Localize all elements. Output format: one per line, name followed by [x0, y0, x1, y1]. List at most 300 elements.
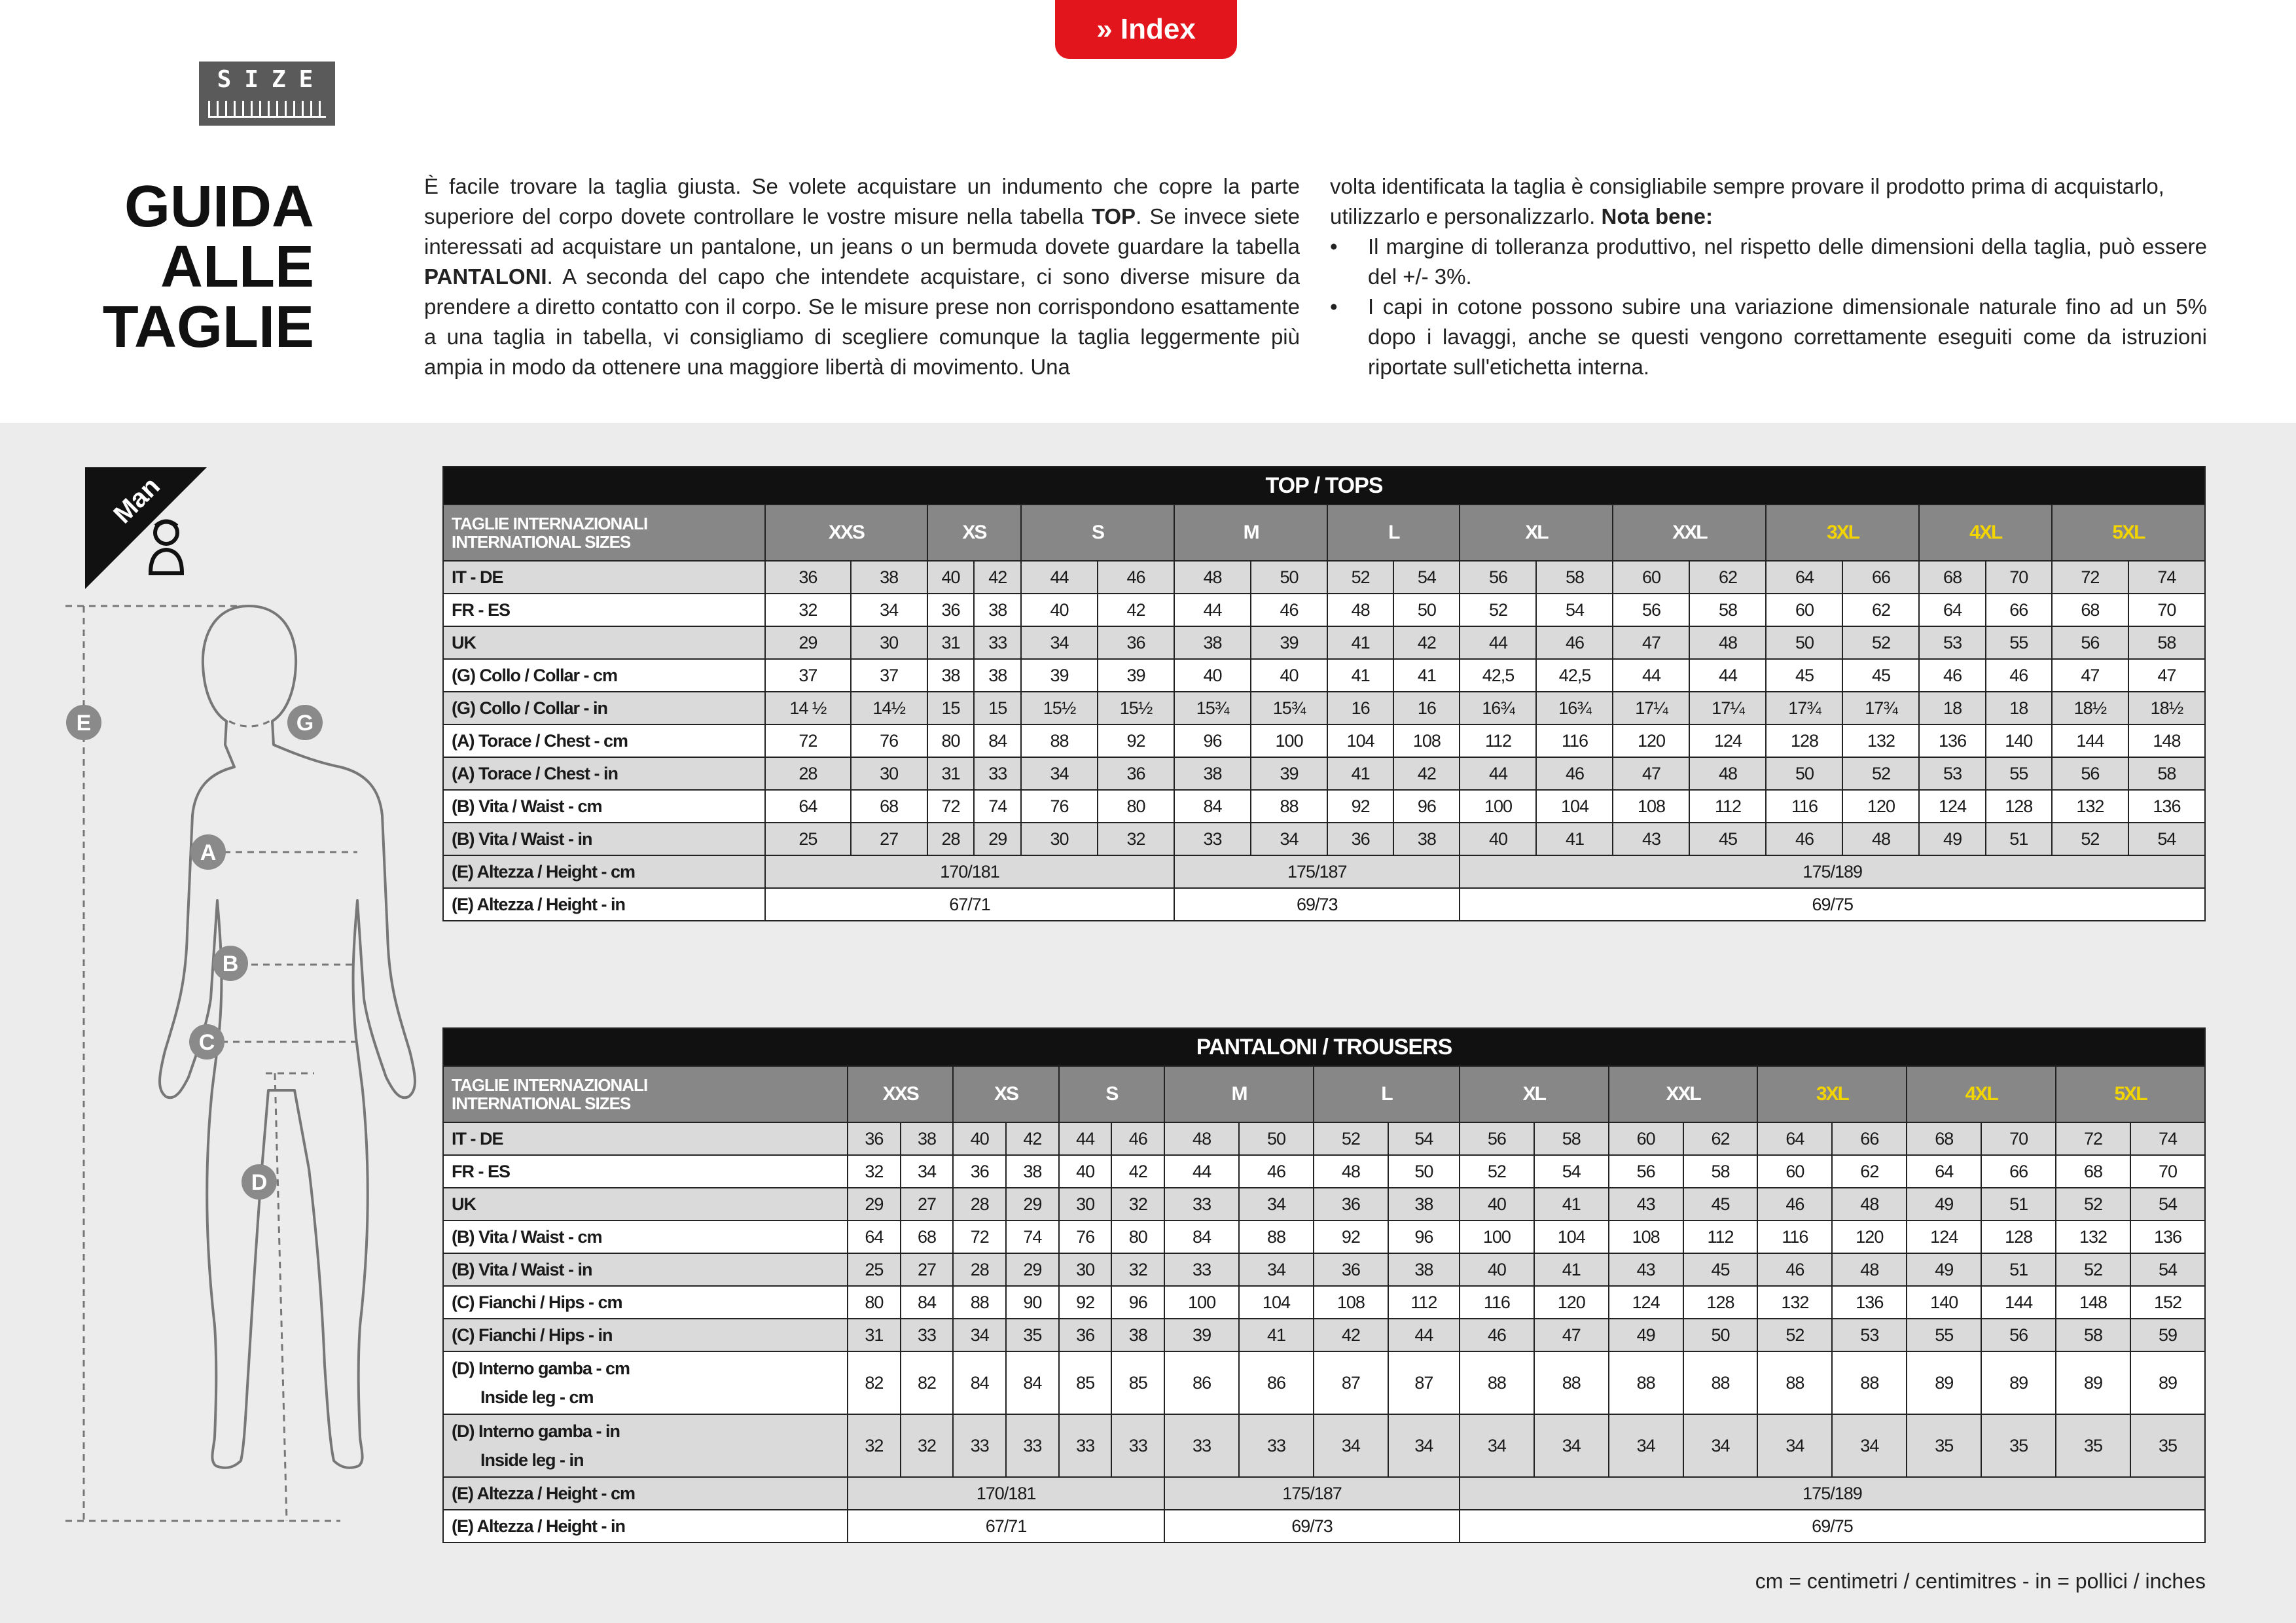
table-cell: 64 — [1757, 1122, 1832, 1155]
table-cell: 18 — [1986, 692, 2052, 724]
table-cell: 64 — [1766, 561, 1842, 594]
table-row — [443, 823, 2205, 855]
table-cell: 53 — [1919, 757, 1985, 790]
table-cell: 48 — [1832, 1188, 1907, 1221]
table-cell: 56 — [1981, 1319, 2056, 1351]
table-cell: 46 — [1757, 1188, 1832, 1221]
table-cell: 44 — [1174, 594, 1251, 626]
table-cell: 36 — [1098, 626, 1174, 659]
table-cell: 25 — [848, 1253, 901, 1286]
table-cell: 58 — [1683, 1155, 1758, 1188]
table-cell: 112 — [1683, 1221, 1758, 1253]
table-cell: 49 — [1907, 1253, 1981, 1286]
table-cell: 30 — [1059, 1253, 1112, 1286]
table-cell: 46 — [1098, 561, 1174, 594]
table-cell: 88 — [1832, 1351, 1907, 1414]
table-cell: 40 — [927, 561, 975, 594]
table-cell: 104 — [1534, 1221, 1609, 1253]
table-cell: 36 — [1314, 1253, 1388, 1286]
table-cell: 34 — [1314, 1414, 1388, 1477]
table-cell: 80 — [927, 724, 975, 757]
table-cell: 54 — [2130, 1188, 2205, 1221]
row-label: UK — [443, 626, 765, 659]
table-cell: 132 — [2056, 1221, 2130, 1253]
table-cell: 72 — [2056, 1122, 2130, 1155]
table-cell: 55 — [1907, 1319, 1981, 1351]
table-cell: 34 — [1757, 1414, 1832, 1477]
table-cell: 100 — [1164, 1286, 1239, 1319]
table-cell: 74 — [2130, 1122, 2205, 1155]
height-row — [443, 855, 2205, 888]
table-cell: 54 — [1393, 561, 1460, 594]
svg-text:E: E — [76, 711, 92, 736]
table-cell: 74 — [974, 790, 1021, 823]
size-header-xxl: XXL — [1613, 505, 1766, 561]
table-cell: 34 — [1239, 1188, 1314, 1221]
table-cell: 35 — [2056, 1414, 2130, 1477]
table-cell: 36 — [1059, 1319, 1112, 1351]
marker-e — [66, 705, 101, 740]
table-cell: 18½ — [2128, 692, 2205, 724]
table-cell: 120 — [1832, 1221, 1907, 1253]
row-label: (B) Vita / Waist - in — [443, 1253, 848, 1286]
table-cell: 44 — [1689, 659, 1766, 692]
table-cell: 48 — [1327, 594, 1393, 626]
table-cell: 41 — [1239, 1319, 1314, 1351]
table-cell: 48 — [1689, 757, 1766, 790]
table-cell: 84 — [1164, 1221, 1239, 1253]
table-cell: 49 — [1609, 1319, 1683, 1351]
table-cell: 15 — [974, 692, 1021, 724]
size-header-xxl: XXL — [1609, 1066, 1758, 1122]
table-cell: 148 — [2056, 1286, 2130, 1319]
table-cell: 55 — [1986, 757, 2052, 790]
table-cell: 66 — [1832, 1122, 1907, 1155]
table-cell: 42,5 — [1536, 659, 1613, 692]
table-cell: 144 — [2052, 724, 2128, 757]
table-cell: 33 — [1239, 1414, 1314, 1477]
table-cell: 30 — [851, 626, 927, 659]
table-cell: 17¼ — [1613, 692, 1689, 724]
table-cell: 85 — [1111, 1351, 1164, 1414]
table-row — [443, 594, 2205, 626]
table-cell: 124 — [1919, 790, 1985, 823]
marker-d — [242, 1164, 277, 1200]
table-cell: 37 — [851, 659, 927, 692]
table-cell: 52 — [2056, 1188, 2130, 1221]
table-cell: 33 — [1111, 1414, 1164, 1477]
table-cell: 116 — [1536, 724, 1613, 757]
intro-lead: volta identificata la taglia è consigliabile sempre provare il prodotto prima di acquistarlo, utilizzarlo e personalizzarlo. Nota bene: — [1330, 174, 2164, 228]
svg-text:C: C — [198, 1030, 215, 1055]
table-cell: 32 — [1111, 1253, 1164, 1286]
height-row — [443, 1477, 2205, 1510]
table-cell: 46 — [1460, 1319, 1534, 1351]
table-cell: 37 — [765, 659, 851, 692]
table-cell: 112 — [1388, 1286, 1460, 1319]
svg-text:G: G — [296, 711, 314, 736]
table-cell: 84 — [901, 1286, 954, 1319]
ruler-icon — [208, 101, 326, 118]
page-title — [85, 174, 314, 360]
table-cell: 42 — [1111, 1155, 1164, 1188]
table-cell: 52 — [1327, 561, 1393, 594]
table-cell: 120 — [1613, 724, 1689, 757]
table-cell: 124 — [1689, 724, 1766, 757]
row-label: UK — [443, 1188, 848, 1221]
svg-text:A: A — [200, 840, 217, 865]
table-cell: 96 — [1393, 790, 1460, 823]
table-cell: 30 — [1059, 1188, 1112, 1221]
table-cell: 62 — [1842, 594, 1919, 626]
table-cell: 53 — [1832, 1319, 1907, 1351]
table-cell: 43 — [1609, 1253, 1683, 1286]
table-cell: 36 — [927, 594, 975, 626]
table-cell: 87 — [1388, 1351, 1460, 1414]
table-cell: 88 — [953, 1286, 1006, 1319]
table-cell: 72 — [953, 1221, 1006, 1253]
table-row — [443, 1253, 2205, 1286]
table-cell: 70 — [1981, 1122, 2056, 1155]
row-label: (E) Altezza / Height - in — [443, 1510, 848, 1543]
row-label: (E) Altezza / Height - cm — [443, 1477, 848, 1510]
row-label: (D) Interno gamba - cm Inside leg - cm — [443, 1351, 848, 1414]
man-badge — [85, 467, 207, 589]
table-cell: 128 — [1683, 1286, 1758, 1319]
table-cell: 72 — [927, 790, 975, 823]
table-cell: 54 — [2128, 823, 2205, 855]
table-cell: 38 — [974, 659, 1021, 692]
table-cell: 33 — [974, 757, 1021, 790]
table-cell: 68 — [851, 790, 927, 823]
table-cell: 140 — [1907, 1286, 1981, 1319]
note-item: • I capi in cotone possono subire una variazione dimensionale naturale fino ad un 5% dopo i lavaggi, anche se questi vengono correttamente eseguiti come da istruzioni riportate sull'etichetta interna. — [1330, 292, 2207, 382]
row-label: IT - DE — [443, 561, 765, 594]
table-cell: 38 — [1388, 1253, 1460, 1286]
table-cell: 34 — [1388, 1414, 1460, 1477]
tops-table-title: TOP / TOPS — [443, 467, 2205, 505]
size-header-4xl: 4XL — [1907, 1066, 2056, 1122]
height-range-cell: 67/71 — [848, 1510, 1164, 1543]
table-row — [443, 1122, 2205, 1155]
table-row — [443, 1155, 2205, 1188]
table-cell: 17¾ — [1842, 692, 1919, 724]
table-cell: 34 — [1683, 1414, 1758, 1477]
table-cell: 120 — [1842, 790, 1919, 823]
table-cell: 46 — [1536, 757, 1613, 790]
table-cell: 46 — [1111, 1122, 1164, 1155]
table-cell: 41 — [1393, 659, 1460, 692]
table-cell: 38 — [1006, 1155, 1059, 1188]
table-cell: 40 — [953, 1122, 1006, 1155]
table-cell: 40 — [1174, 659, 1251, 692]
row-label: IT - DE — [443, 1122, 848, 1155]
table-cell: 88 — [1239, 1221, 1314, 1253]
table-cell: 54 — [1388, 1122, 1460, 1155]
table-cell: 48 — [1164, 1122, 1239, 1155]
table-cell: 43 — [1613, 823, 1689, 855]
table-cell: 33 — [1059, 1414, 1112, 1477]
size-logo-text: SIZE — [217, 66, 327, 93]
table-row — [443, 1351, 2205, 1414]
table-cell: 52 — [2052, 823, 2128, 855]
table-row — [443, 626, 2205, 659]
tops-size-table — [442, 466, 2206, 921]
table-cell: 28 — [927, 823, 975, 855]
table-cell: 47 — [1534, 1319, 1609, 1351]
table-cell: 38 — [901, 1122, 954, 1155]
row-label: FR - ES — [443, 1155, 848, 1188]
measurement-markers — [66, 705, 323, 1200]
table-cell: 35 — [1006, 1319, 1059, 1351]
table-cell: 34 — [1460, 1414, 1534, 1477]
table-cell: 60 — [1766, 594, 1842, 626]
index-button[interactable]: » Index — [1055, 0, 1237, 59]
table-cell: 84 — [974, 724, 1021, 757]
table-cell: 68 — [1907, 1122, 1981, 1155]
size-logo — [199, 62, 335, 126]
table-cell: 74 — [1006, 1221, 1059, 1253]
table-cell: 46 — [1239, 1155, 1314, 1188]
table-cell: 88 — [1021, 724, 1098, 757]
size-header-3xl: 3XL — [1766, 505, 1919, 561]
table-cell: 34 — [1021, 626, 1098, 659]
table-cell: 15 — [927, 692, 975, 724]
table-cell: 92 — [1314, 1221, 1388, 1253]
tops-header-label: TAGLIE INTERNAZIONALI INTERNATIONAL SIZES — [443, 505, 765, 561]
table-cell: 84 — [953, 1351, 1006, 1414]
height-range-cell: 170/181 — [765, 855, 1174, 888]
size-header-4xl: 4XL — [1919, 505, 2051, 561]
table-cell: 58 — [1689, 594, 1766, 626]
table-cell: 33 — [1174, 823, 1251, 855]
table-cell: 16¾ — [1460, 692, 1536, 724]
size-header-s: S — [1021, 505, 1174, 561]
height-range-cell: 175/187 — [1174, 855, 1460, 888]
height-row — [443, 888, 2205, 921]
table-cell: 14 ½ — [765, 692, 851, 724]
table-cell: 30 — [1021, 823, 1098, 855]
table-cell: 46 — [1986, 659, 2052, 692]
table-cell: 45 — [1683, 1188, 1758, 1221]
table-cell: 33 — [974, 626, 1021, 659]
table-cell: 144 — [1981, 1286, 2056, 1319]
table-cell: 62 — [1832, 1155, 1907, 1188]
table-cell: 132 — [1842, 724, 1919, 757]
table-row — [443, 790, 2205, 823]
table-row — [443, 1319, 2205, 1351]
size-header-xxs: XXS — [848, 1066, 953, 1122]
height-range-cell: 69/75 — [1460, 888, 2205, 921]
table-cell: 89 — [1981, 1351, 2056, 1414]
table-cell: 46 — [1766, 823, 1842, 855]
table-cell: 52 — [1460, 1155, 1534, 1188]
table-cell: 35 — [2130, 1414, 2205, 1477]
table-cell: 52 — [1842, 626, 1919, 659]
table-cell: 48 — [1689, 626, 1766, 659]
height-range-cell: 69/75 — [1460, 1510, 2205, 1543]
table-cell: 41 — [1534, 1188, 1609, 1221]
height-range-cell: 170/181 — [848, 1477, 1164, 1510]
table-cell: 64 — [1907, 1155, 1981, 1188]
table-cell: 34 — [851, 594, 927, 626]
table-cell: 88 — [1251, 790, 1327, 823]
table-cell: 88 — [1757, 1351, 1832, 1414]
table-cell: 28 — [765, 757, 851, 790]
table-cell: 44 — [1460, 757, 1536, 790]
table-cell: 52 — [2056, 1253, 2130, 1286]
table-row — [443, 692, 2205, 724]
table-cell: 32 — [1098, 823, 1174, 855]
table-cell: 88 — [1683, 1351, 1758, 1414]
svg-text:D: D — [251, 1170, 268, 1195]
table-cell: 29 — [765, 626, 851, 659]
table-cell: 46 — [1919, 659, 1985, 692]
table-cell: 34 — [901, 1155, 954, 1188]
table-cell: 108 — [1609, 1221, 1683, 1253]
table-cell: 82 — [901, 1351, 954, 1414]
size-header-s: S — [1059, 1066, 1164, 1122]
table-cell: 45 — [1842, 659, 1919, 692]
table-cell: 53 — [1919, 626, 1985, 659]
table-cell: 84 — [1006, 1351, 1059, 1414]
height-range-cell: 69/73 — [1164, 1510, 1460, 1543]
note-item: • Il margine di tolleranza produttivo, nel rispetto delle dimensioni della taglia, può essere del +/- 3%. — [1330, 232, 2207, 292]
table-cell: 60 — [1757, 1155, 1832, 1188]
table-cell: 152 — [2130, 1286, 2205, 1319]
table-cell: 32 — [901, 1414, 954, 1477]
table-cell: 128 — [1766, 724, 1842, 757]
table-cell: 74 — [2128, 561, 2205, 594]
table-cell: 70 — [2128, 594, 2205, 626]
table-cell: 34 — [1609, 1414, 1683, 1477]
height-range-cell: 67/71 — [765, 888, 1174, 921]
table-cell: 44 — [1164, 1155, 1239, 1188]
table-row — [443, 757, 2205, 790]
table-cell: 47 — [1613, 757, 1689, 790]
size-header-5xl: 5XL — [2056, 1066, 2205, 1122]
table-cell: 31 — [927, 626, 975, 659]
table-cell: 44 — [1021, 561, 1098, 594]
table-cell: 132 — [1757, 1286, 1832, 1319]
table-cell: 60 — [1613, 561, 1689, 594]
table-cell: 50 — [1388, 1155, 1460, 1188]
notes-list — [1330, 232, 2207, 382]
table-cell: 36 — [848, 1122, 901, 1155]
table-cell: 32 — [765, 594, 851, 626]
table-cell: 27 — [901, 1188, 954, 1221]
table-cell: 124 — [1609, 1286, 1683, 1319]
table-row — [443, 1221, 2205, 1253]
table-cell: 41 — [1534, 1253, 1609, 1286]
table-cell: 27 — [851, 823, 927, 855]
table-cell: 60 — [1609, 1122, 1683, 1155]
table-cell: 62 — [1689, 561, 1766, 594]
table-cell: 124 — [1907, 1221, 1981, 1253]
man-label: Man — [108, 471, 166, 529]
table-cell: 41 — [1327, 626, 1393, 659]
row-label: (D) Interno gamba - in Inside leg - in — [443, 1414, 848, 1477]
table-cell: 52 — [1460, 594, 1536, 626]
table-cell: 35 — [1907, 1414, 1981, 1477]
table-cell: 38 — [1174, 757, 1251, 790]
row-label: (A) Torace / Chest - in — [443, 757, 765, 790]
table-cell: 41 — [1327, 757, 1393, 790]
size-header-l: L — [1327, 505, 1460, 561]
table-cell: 45 — [1766, 659, 1842, 692]
table-cell: 92 — [1327, 790, 1393, 823]
height-range-cell: 175/187 — [1164, 1477, 1460, 1510]
table-cell: 45 — [1683, 1253, 1758, 1286]
marker-c — [189, 1024, 224, 1060]
size-header-5xl: 5XL — [2052, 505, 2205, 561]
table-cell: 96 — [1174, 724, 1251, 757]
table-cell: 39 — [1251, 757, 1327, 790]
table-cell: 52 — [1842, 757, 1919, 790]
table-cell: 40 — [1460, 823, 1536, 855]
table-cell: 16 — [1327, 692, 1393, 724]
table-cell: 36 — [953, 1155, 1006, 1188]
table-cell: 58 — [2128, 757, 2205, 790]
table-cell: 15½ — [1021, 692, 1098, 724]
size-header-m: M — [1174, 505, 1327, 561]
table-cell: 47 — [2052, 659, 2128, 692]
table-cell: 68 — [1919, 561, 1985, 594]
table-cell: 48 — [1314, 1155, 1388, 1188]
table-cell: 64 — [765, 790, 851, 823]
height-range-cell: 175/189 — [1460, 855, 2205, 888]
table-cell: 29 — [848, 1188, 901, 1221]
table-cell: 56 — [1609, 1155, 1683, 1188]
table-cell: 116 — [1460, 1286, 1534, 1319]
marker-g — [287, 705, 323, 740]
table-cell: 46 — [1251, 594, 1327, 626]
table-cell: 38 — [1174, 626, 1251, 659]
table-cell: 38 — [974, 594, 1021, 626]
table-cell: 31 — [927, 757, 975, 790]
table-cell: 89 — [1907, 1351, 1981, 1414]
table-cell: 86 — [1164, 1351, 1239, 1414]
table-cell: 42 — [1314, 1319, 1388, 1351]
table-cell: 82 — [848, 1351, 901, 1414]
table-cell: 54 — [2130, 1253, 2205, 1286]
table-cell: 35 — [1981, 1414, 2056, 1477]
table-cell: 116 — [1757, 1221, 1832, 1253]
table-cell: 89 — [2056, 1351, 2130, 1414]
size-header-xl: XL — [1460, 505, 1613, 561]
table-cell: 76 — [1021, 790, 1098, 823]
table-cell: 33 — [1164, 1414, 1239, 1477]
table-cell: 45 — [1689, 823, 1766, 855]
table-cell: 14½ — [851, 692, 927, 724]
table-cell: 34 — [1534, 1414, 1609, 1477]
table-cell: 17¾ — [1766, 692, 1842, 724]
height-range-cell: 69/73 — [1174, 888, 1460, 921]
table-cell: 108 — [1613, 790, 1689, 823]
table-cell: 92 — [1098, 724, 1174, 757]
table-cell: 59 — [2130, 1319, 2205, 1351]
size-header-l: L — [1314, 1066, 1460, 1122]
table-cell: 136 — [1832, 1286, 1907, 1319]
table-cell: 104 — [1239, 1286, 1314, 1319]
body-figure — [52, 593, 432, 1535]
table-cell: 32 — [848, 1414, 901, 1477]
row-label: (B) Vita / Waist - in — [443, 823, 765, 855]
table-cell: 66 — [1986, 594, 2052, 626]
table-cell: 27 — [901, 1253, 954, 1286]
table-cell: 50 — [1683, 1319, 1758, 1351]
table-cell: 42,5 — [1460, 659, 1536, 692]
